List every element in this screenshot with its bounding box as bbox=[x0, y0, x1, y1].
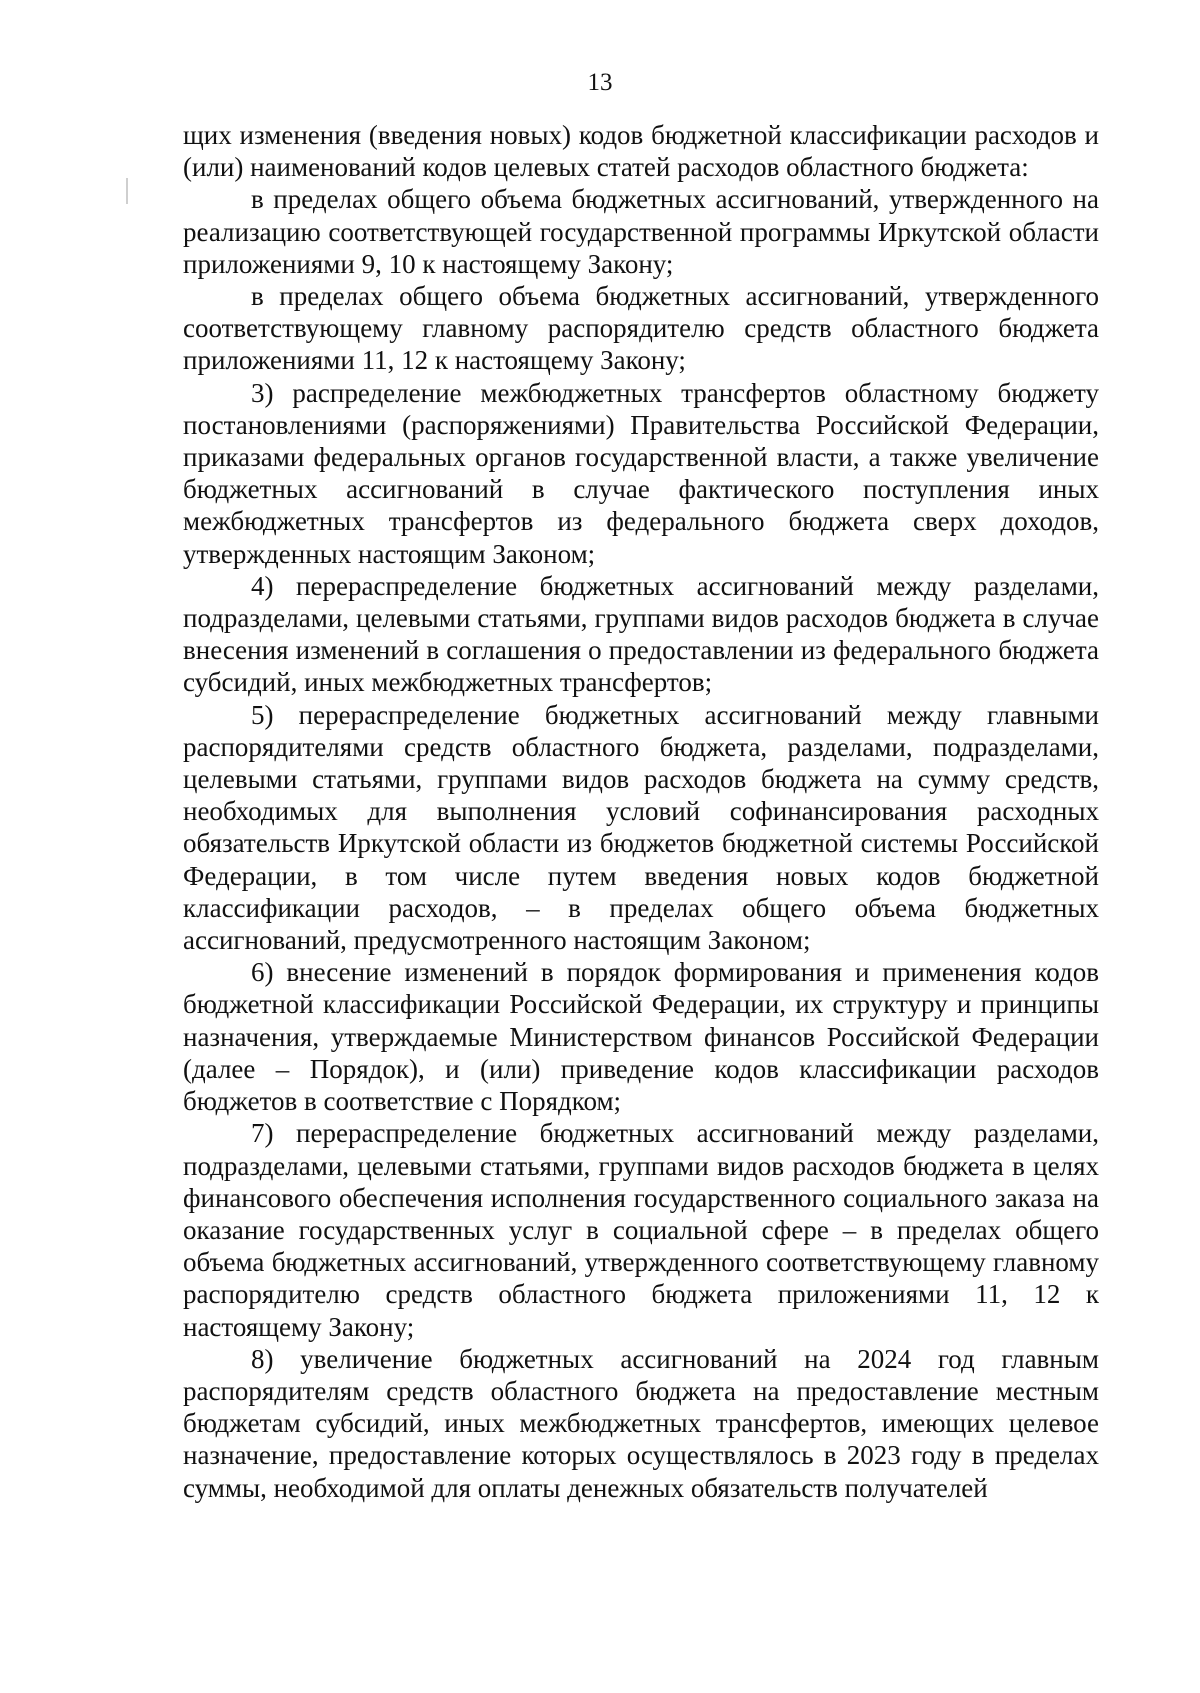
paragraph-item-8: 8) увеличение бюджетных ассигнований на 2024 год главным распорядителям средств областного бюджета на предоставление местным бюджетам субсидий, иных межбюджетных трансфертов, имеющих целевое назначение, предоставление которых осуществлялось в 2023 году в пределах суммы, необходимой для оплаты денежных обязательств получателей bbox=[183, 1343, 1099, 1503]
scan-margin-mark bbox=[126, 178, 128, 204]
page-number: 13 bbox=[587, 69, 613, 96]
paragraph-item-4: 4) перераспределение бюджетных ассигнований между разделами, подразделами, целевыми статьями, группами видов расходов бюджета в случае внесения изменений в соглашения о предоставлении из федерального бюджета субсидий, иных межбюджетных трансфертов; bbox=[183, 570, 1099, 698]
paragraph-item-5: 5) перераспределение бюджетных ассигнований между главными распорядителями средств областного бюджета, разделами, подразделами, целевыми статьями, группами видов расходов бюджета на сумму средств, необходимых для выполнения условий софинансирования расходных обязательств Иркутской области из бюджетов бюджетной системы Российской Федерации, в том числе путем введения новых кодов бюджетной классификации расходов, – в пределах общего объема бюджетных ассигнований, предусмотренного настоящим Законом; bbox=[183, 699, 1099, 956]
document-body bbox=[183, 119, 1099, 1504]
paragraph-subclause-program: в пределах общего объема бюджетных ассигнований, утвержденного на реализацию соответствующей государственной программы Иркутской области приложениями 9, 10 к настоящему Закону; bbox=[183, 184, 1099, 279]
paragraph-continuation: щих изменения (введения новых) кодов бюджетной классификации расходов и (или) наименований кодов целевых статей расходов областного бюджета: bbox=[183, 120, 1099, 183]
paragraph-subclause-distributor: в пределах общего объема бюджетных ассигнований, утвержденного соответствующему главному распорядителю средств областного бюджета приложениями 11, 12 к настоящему Закону; bbox=[183, 281, 1099, 376]
paragraph-item-7: 7) перераспределение бюджетных ассигнований между разделами, подразделами, целевыми статьями, группами видов расходов бюджета в целях финансового обеспечения исполнения государственного социального заказа на оказание государственных услуг в социальной сфере – в пределах общего объема бюджетных ассигнований, утвержденного соответствующему главному распорядителю средств областного бюджета приложениями 11, 12 к настоящему Закону; bbox=[183, 1118, 1099, 1342]
paragraph-item-6: 6) внесение изменений в порядок формирования и применения кодов бюджетной классификации Российской Федерации, их структуру и принципы назначения, утверждаемые Министерством финансов Российской Федерации (далее – Порядок), и (или) приведение кодов классификации расходов бюджетов в соответствие с Порядком; bbox=[183, 957, 1099, 1117]
paragraph-item-3: 3) распределение межбюджетных трансфертов областному бюджету постановлениями (распоряжениями) Правительства Российской Федерации, приказами федеральных органов государственной власти, а также увеличение бюджетных ассигнований в случае фактического поступления иных межбюджетных трансфертов из федерального бюджета сверх доходов, утвержденных настоящим Законом; bbox=[183, 377, 1099, 569]
